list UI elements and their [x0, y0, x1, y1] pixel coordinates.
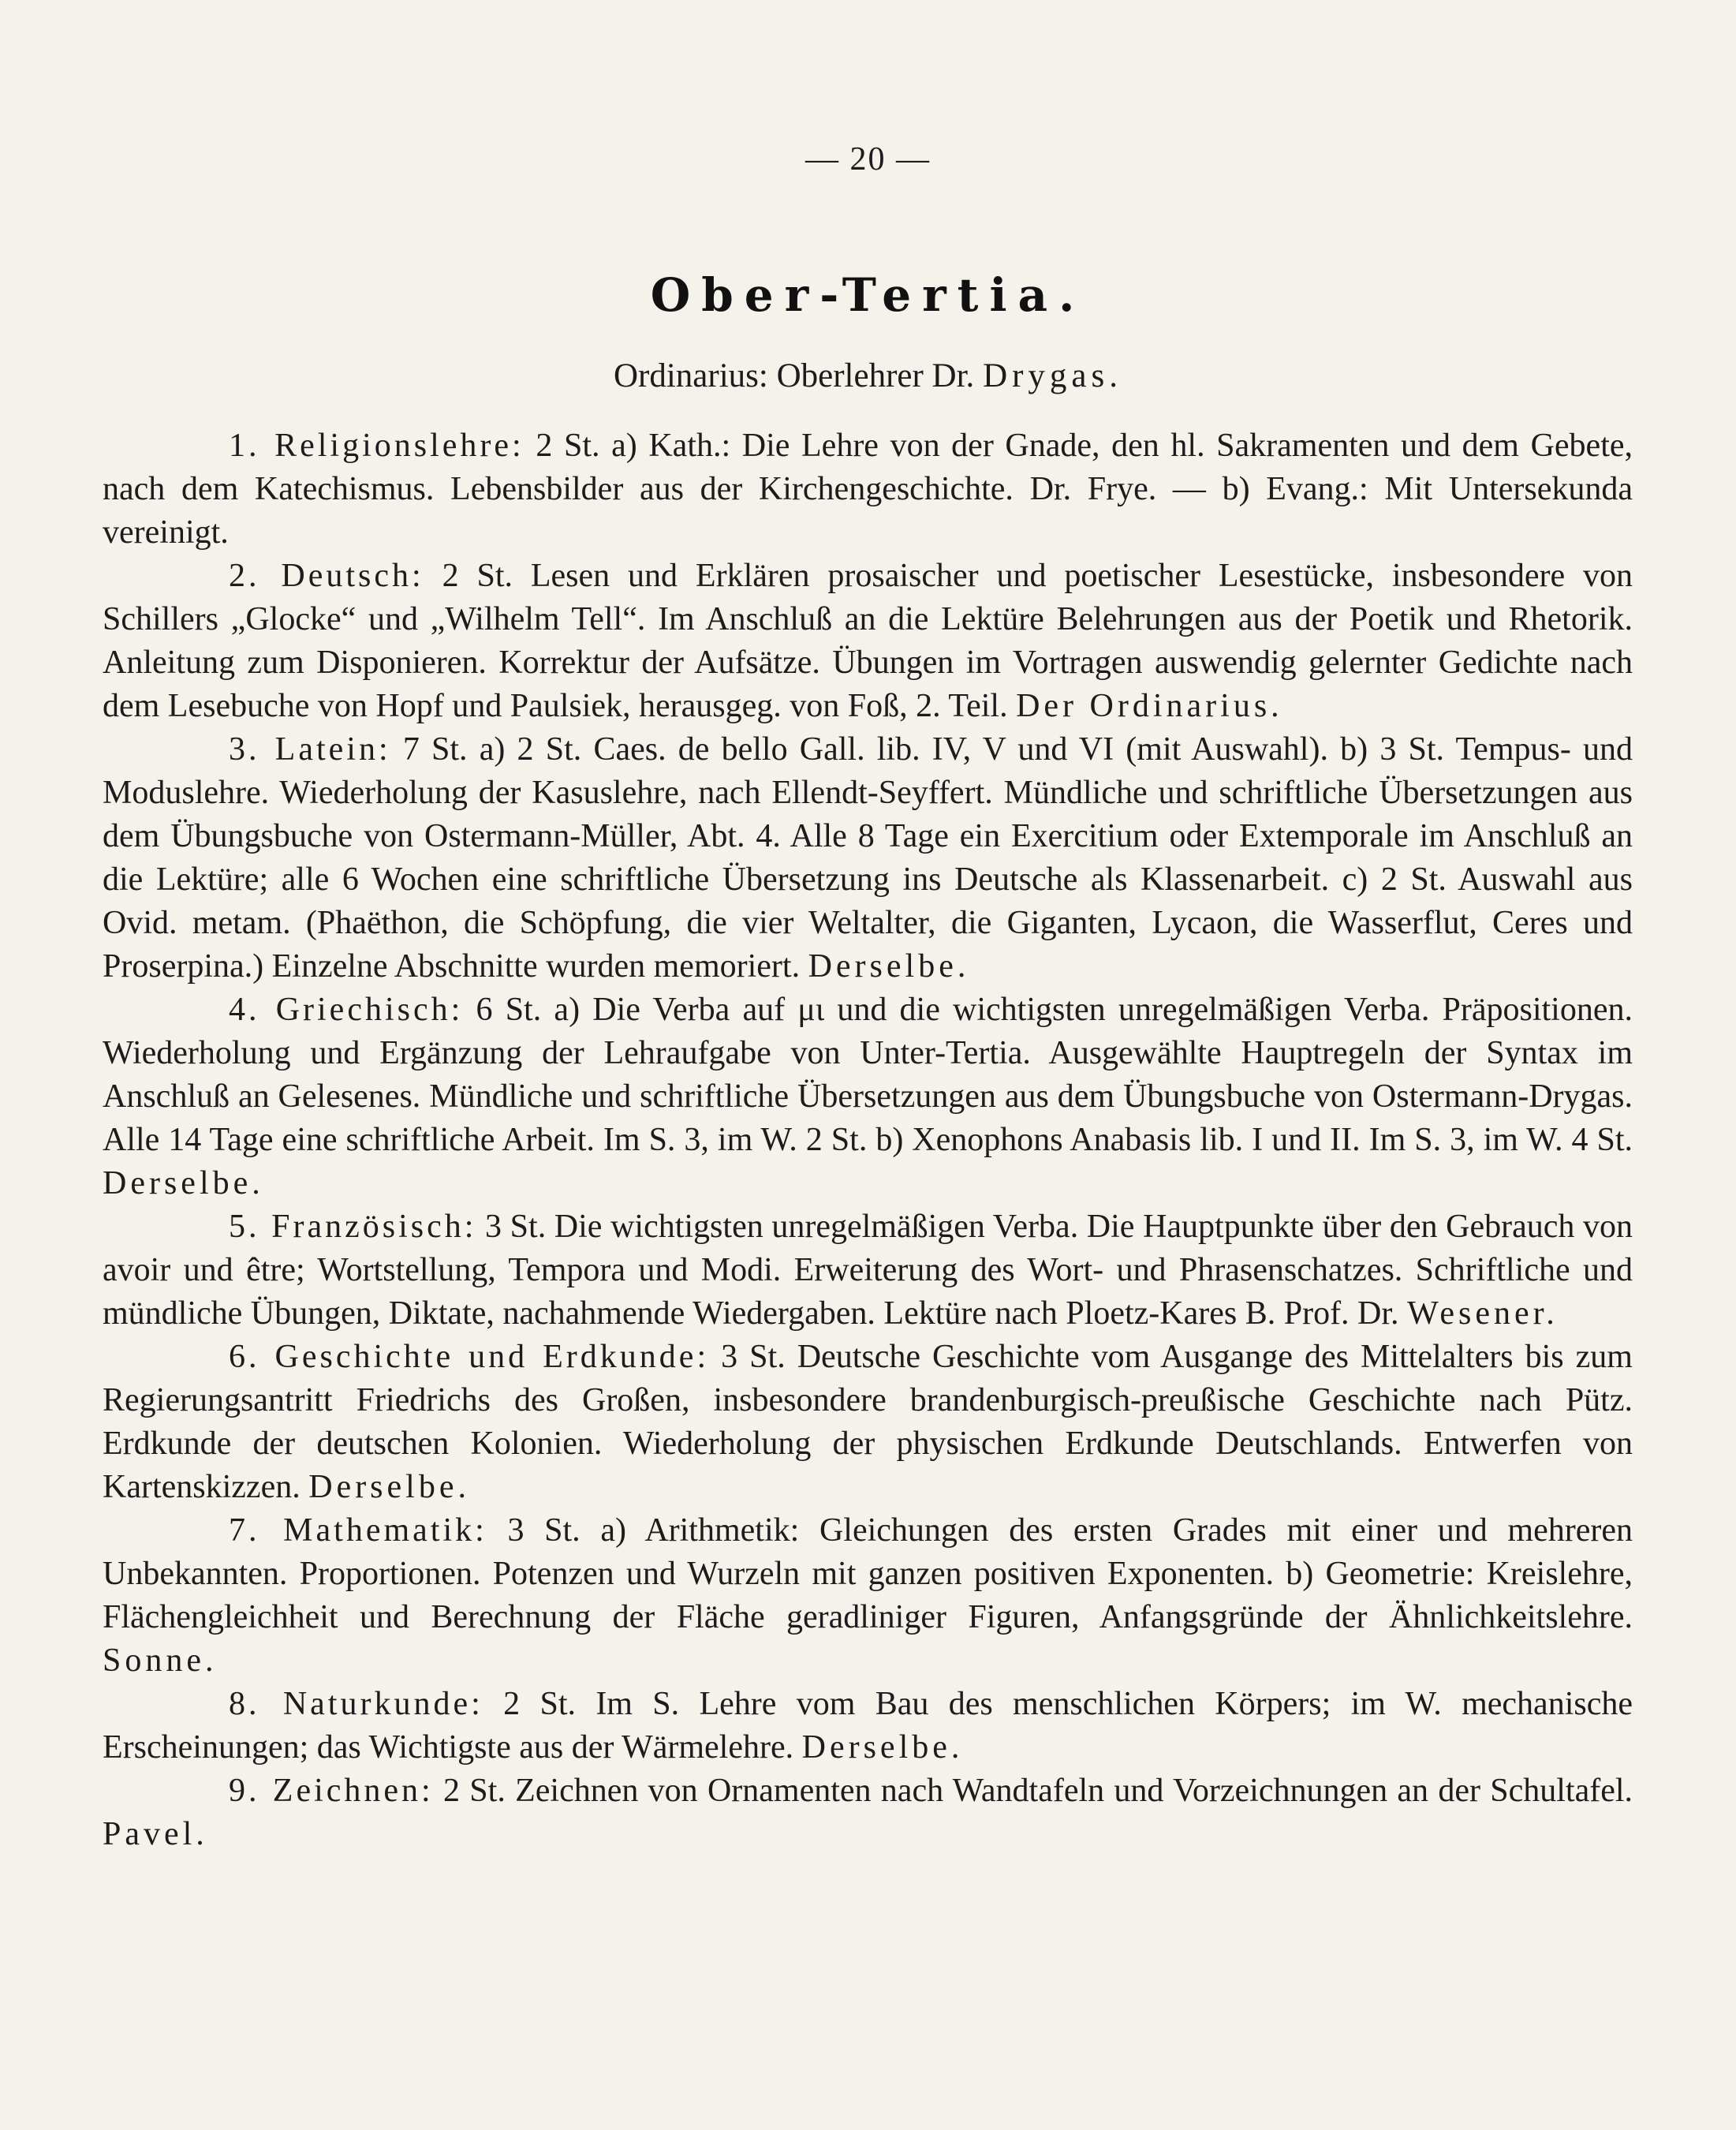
section-teacher: Der Ordinarius.	[1016, 688, 1283, 724]
section-religionslehre	[103, 424, 1633, 555]
section-heading: 5. Französisch:	[229, 1209, 477, 1245]
section-teacher: Derselbe.	[808, 948, 970, 985]
ordinarius-line	[0, 357, 1736, 395]
section-text: 6 St. a) Die Verba auf μι und die wichtigsten unregelmäßigen Verba. Präpositionen. Wiederholung und Ergänzung der Lehraufgabe von Unter-Tertia. Ausgewählte Hauptregeln der Syntax im Anschluß an Gelesenes. Mündliche und schriftliche Übersetzungen aus dem Übungsbuche von Ostermann-Drygas. Alle 14 Tage eine schriftliche Arbeit. Im S. 3, im W. 2 St. b) Xenophons Anabasis lib. I und II. Im S. 3, im W. 4 St.	[103, 992, 1633, 1158]
section-teacher: Derselbe.	[103, 1165, 264, 1201]
section-deutsch	[103, 555, 1633, 728]
ordinarius-name: Drygas.	[983, 357, 1123, 394]
section-heading: 8. Naturkunde:	[229, 1686, 483, 1722]
section-teacher: Pavel.	[103, 1816, 208, 1852]
section-text: 3 St. Die wichtigsten unregelmäßigen Verba. Die Hauptpunkte über den Gebrauch von avoir und être; Wortstellung, Tempora und Modi. Erweiterung des Wort- und Phrasenschatzes. Schriftliche und mündliche Übungen, Diktate, nachahmende Wiedergaben. Lektüre nach Ploetz-Kares B. Prof. Dr.	[103, 1209, 1633, 1332]
section-latein	[103, 728, 1633, 988]
section-heading: 7. Mathematik:	[229, 1512, 487, 1549]
section-text: 3 St. Deutsche Geschichte vom Ausgange des Mittelalters bis zum Regierungsantritt Friedrichs des Großen, insbesondere brandenburgisch-preußische Geschichte nach Pütz. Erdkunde der deutschen Kolonien. Wiederholung der physischen Erdkunde Deutschlands. Entwerfen von Kartenskizzen.	[103, 1339, 1633, 1505]
section-text: 7 St. a) 2 St. Caes. de bello Gall. lib. IV, V und VI (mit Auswahl). b) 3 St. Tempus- und Moduslehre. Wiederholung der Kasuslehre, nach Ellendt-Seyffert. Mündliche und schriftliche Übersetzungen aus dem Übungsbuche von Ostermann-Müller, Abt. 4. Alle 8 Tage ein Exercitium oder Extemporale im Anschluß an die Lektüre; alle 6 Wochen eine schriftliche Übersetzung ins Deutsche als Klassenarbeit. c) 2 St. Auswahl aus Ovid. metam. (Phaëthon, die Schöpfung, die vier Weltalter, die Giganten, Lycaon, die Wasserflut, Ceres und Proserpina.) Einzelne Abschnitte wurden memoriert.	[103, 731, 1633, 985]
section-heading: 6. Geschichte und Erdkunde:	[229, 1339, 710, 1375]
section-teacher: Derselbe.	[308, 1469, 470, 1505]
section-geschichte-erdkunde	[103, 1336, 1633, 1509]
section-heading: 1. Religionslehre:	[229, 428, 525, 464]
section-heading: 2. Deutsch:	[229, 558, 424, 594]
page-number: — 20 —	[805, 141, 931, 178]
section-zeichnen	[103, 1769, 1633, 1856]
section-heading: 4. Griechisch:	[229, 992, 464, 1028]
section-teacher: Wesener.	[1407, 1295, 1559, 1332]
page-title: Ober-Tertia.	[650, 268, 1086, 322]
section-griechisch	[103, 988, 1633, 1205]
section-franzoesisch	[103, 1205, 1633, 1336]
section-text: 2 St. Im S. Lehre vom Bau des menschlichen Körpers; im W. mechanische Erscheinungen; das Wichtigste aus der Wärmelehre.	[103, 1686, 1633, 1766]
section-naturkunde	[103, 1683, 1633, 1769]
ordinarius-label: Ordinarius: Oberlehrer Dr.	[613, 357, 975, 394]
section-teacher: Derselbe.	[801, 1729, 964, 1766]
curriculum-sections	[103, 424, 1633, 1856]
section-heading: 3. Latein:	[229, 731, 391, 768]
section-text: 2 St. Zeichnen von Ornamenten nach Wandtafeln und Vorzeichnungen an der Schultafel.	[443, 1773, 1633, 1809]
section-heading: 9. Zeichnen:	[229, 1773, 434, 1809]
section-text: 2 St. a) Kath.: Die Lehre von der Gnade, den hl. Sakramenten und dem Gebete, nach dem Katechismus. Lebensbilder aus der Kirchengeschichte. Dr. Frye. — b) Evang.: Mit Untersekunda vereinigt.	[103, 428, 1633, 551]
section-text: 2 St. Lesen und Erklären prosaischer und poetischer Lesestücke, insbesondere von Schillers „Glocke“ und „Wilhelm Tell“. Im Anschluß an die Lektüre Belehrungen aus der Poetik und Rhetorik. Anleitung zum Disponieren. Korrektur der Aufsätze. Übungen im Vortragen auswendig gelernter Gedichte nach dem Lesebuche von Hopf und Paulsiek, herausgeg. von Foß, 2. Teil.	[103, 558, 1633, 724]
section-mathematik	[103, 1509, 1633, 1683]
section-teacher: Sonne.	[103, 1642, 218, 1679]
section-text: 3 St. a) Arithmetik: Gleichungen des ersten Grades mit einer und mehreren Unbekannten. Proportionen. Potenzen und Wurzeln mit ganzen positiven Exponenten. b) Geometrie: Kreislehre, Flächengleichheit und Berechnung der Fläche geradliniger Figuren, Anfangsgründe der Ähnlichkeitslehre.	[103, 1512, 1633, 1635]
